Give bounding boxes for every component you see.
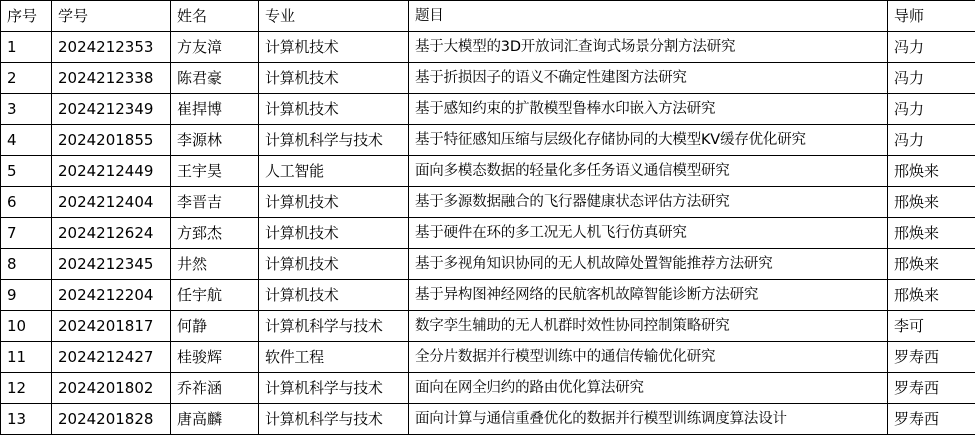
cell-title[interactable]: 基于硬件在环的多工况无人机飞行仿真研究 [409,218,888,249]
table-row [1,156,975,187]
cell-student-id[interactable]: 2024212427 [52,342,171,373]
cell-name[interactable]: 唐高麟 [171,404,259,435]
cell-name[interactable]: 陈君豪 [171,63,259,94]
cell-title[interactable]: 面向计算与通信重叠优化的数据并行模型训练调度算法设计 [409,404,888,435]
cell-index[interactable]: 9 [1,280,52,311]
table-row [1,218,975,249]
cell-name[interactable]: 桂骏辉 [171,342,259,373]
cell-major[interactable]: 计算机技术 [259,187,409,218]
cell-index[interactable]: 7 [1,218,52,249]
cell-student-id[interactable]: 2024212449 [52,156,171,187]
cell-index[interactable]: 11 [1,342,52,373]
cell-major[interactable]: 计算机技术 [259,249,409,280]
cell-student-id[interactable]: 2024212353 [52,32,171,63]
cell-major[interactable]: 计算机科学与技术 [259,311,409,342]
cell-advisor[interactable]: 罗寿西 [888,404,975,435]
header-cell-advisor[interactable]: 导师 [888,1,975,32]
cell-advisor[interactable]: 冯力 [888,94,975,125]
table-row [1,373,975,404]
cell-title[interactable]: 基于多视角知识协同的无人机故障处置智能推荐方法研究 [409,249,888,280]
cell-major[interactable]: 计算机技术 [259,32,409,63]
cell-index[interactable]: 2 [1,63,52,94]
cell-advisor[interactable]: 邢焕来 [888,187,975,218]
header-cell-name[interactable]: 姓名 [171,1,259,32]
cell-title[interactable]: 数字孪生辅助的无人机群时效性协同控制策略研究 [409,311,888,342]
cell-advisor[interactable]: 罗寿西 [888,373,975,404]
cell-title[interactable]: 基于大模型的3D开放词汇查询式场景分割方法研究 [409,32,888,63]
cell-student-id[interactable]: 2024201817 [52,311,171,342]
cell-student-id[interactable]: 2024201855 [52,125,171,156]
cell-student-id[interactable]: 2024212204 [52,280,171,311]
cell-major[interactable]: 计算机技术 [259,280,409,311]
cell-index[interactable]: 3 [1,94,52,125]
cell-student-id[interactable]: 2024201802 [52,373,171,404]
cell-name[interactable]: 方郅杰 [171,218,259,249]
cell-index[interactable]: 4 [1,125,52,156]
cell-title[interactable]: 面向多模态数据的轻量化多任务语义通信模型研究 [409,156,888,187]
header-cell-title[interactable]: 题目 [409,1,888,32]
header-cell-major[interactable]: 专业 [259,1,409,32]
cell-title[interactable]: 面向在网全归约的路由优化算法研究 [409,373,888,404]
table-row [1,94,975,125]
cell-index[interactable]: 13 [1,404,52,435]
header-cell-index[interactable]: 序号 [1,1,52,32]
cell-name[interactable]: 方友漳 [171,32,259,63]
cell-advisor[interactable]: 冯力 [888,63,975,94]
cell-index[interactable]: 8 [1,249,52,280]
table-row [1,311,975,342]
cell-advisor[interactable]: 邢焕来 [888,218,975,249]
cell-name[interactable]: 井然 [171,249,259,280]
cell-student-id[interactable]: 2024212345 [52,249,171,280]
cell-student-id[interactable]: 2024212349 [52,94,171,125]
cell-advisor[interactable]: 冯力 [888,125,975,156]
table-row [1,404,975,435]
cell-advisor[interactable]: 邢焕来 [888,156,975,187]
cell-advisor[interactable]: 邢焕来 [888,249,975,280]
table-row [1,249,975,280]
cell-student-id[interactable]: 2024212404 [52,187,171,218]
cell-name[interactable]: 任宇航 [171,280,259,311]
cell-advisor[interactable]: 罗寿西 [888,342,975,373]
cell-major[interactable]: 计算机技术 [259,63,409,94]
cell-index[interactable]: 5 [1,156,52,187]
cell-major[interactable]: 计算机科学与技术 [259,373,409,404]
cell-major[interactable]: 软件工程 [259,342,409,373]
cell-index[interactable]: 10 [1,311,52,342]
cell-major[interactable]: 计算机科学与技术 [259,404,409,435]
cell-student-id[interactable]: 2024212338 [52,63,171,94]
cell-name[interactable]: 乔祚涵 [171,373,259,404]
cell-name[interactable]: 崔捍博 [171,94,259,125]
table-row [1,187,975,218]
table-row [1,32,975,63]
cell-name[interactable]: 王宇昊 [171,156,259,187]
header-cell-student-id[interactable]: 学号 [52,1,171,32]
cell-advisor[interactable]: 李可 [888,311,975,342]
cell-major[interactable]: 人工智能 [259,156,409,187]
header-row [1,1,975,32]
cell-index[interactable]: 6 [1,187,52,218]
table-row [1,125,975,156]
cell-name[interactable]: 李晋吉 [171,187,259,218]
cell-index[interactable]: 1 [1,32,52,63]
cell-title[interactable]: 全分片数据并行模型训练中的通信传输优化研究 [409,342,888,373]
cell-name[interactable]: 李源林 [171,125,259,156]
cell-student-id[interactable]: 2024201828 [52,404,171,435]
cell-advisor[interactable]: 邢焕来 [888,280,975,311]
cell-title[interactable]: 基于异构图神经网络的民航客机故障智能诊断方法研究 [409,280,888,311]
cell-major[interactable]: 计算机科学与技术 [259,125,409,156]
table-row [1,342,975,373]
cell-title[interactable]: 基于感知约束的扩散模型鲁棒水印嵌入方法研究 [409,94,888,125]
cell-major[interactable]: 计算机技术 [259,94,409,125]
cell-title[interactable]: 基于特征感知压缩与层级化存储协同的大模型KV缓存优化研究 [409,125,888,156]
cell-name[interactable]: 何静 [171,311,259,342]
cell-title[interactable]: 基于多源数据融合的飞行器健康状态评估方法研究 [409,187,888,218]
table-row [1,63,975,94]
table-row [1,280,975,311]
cell-advisor[interactable]: 冯力 [888,32,975,63]
cell-student-id[interactable]: 2024212624 [52,218,171,249]
cell-index[interactable]: 12 [1,373,52,404]
cell-major[interactable]: 计算机技术 [259,218,409,249]
cell-title[interactable]: 基于折损因子的语义不确定性建图方法研究 [409,63,888,94]
